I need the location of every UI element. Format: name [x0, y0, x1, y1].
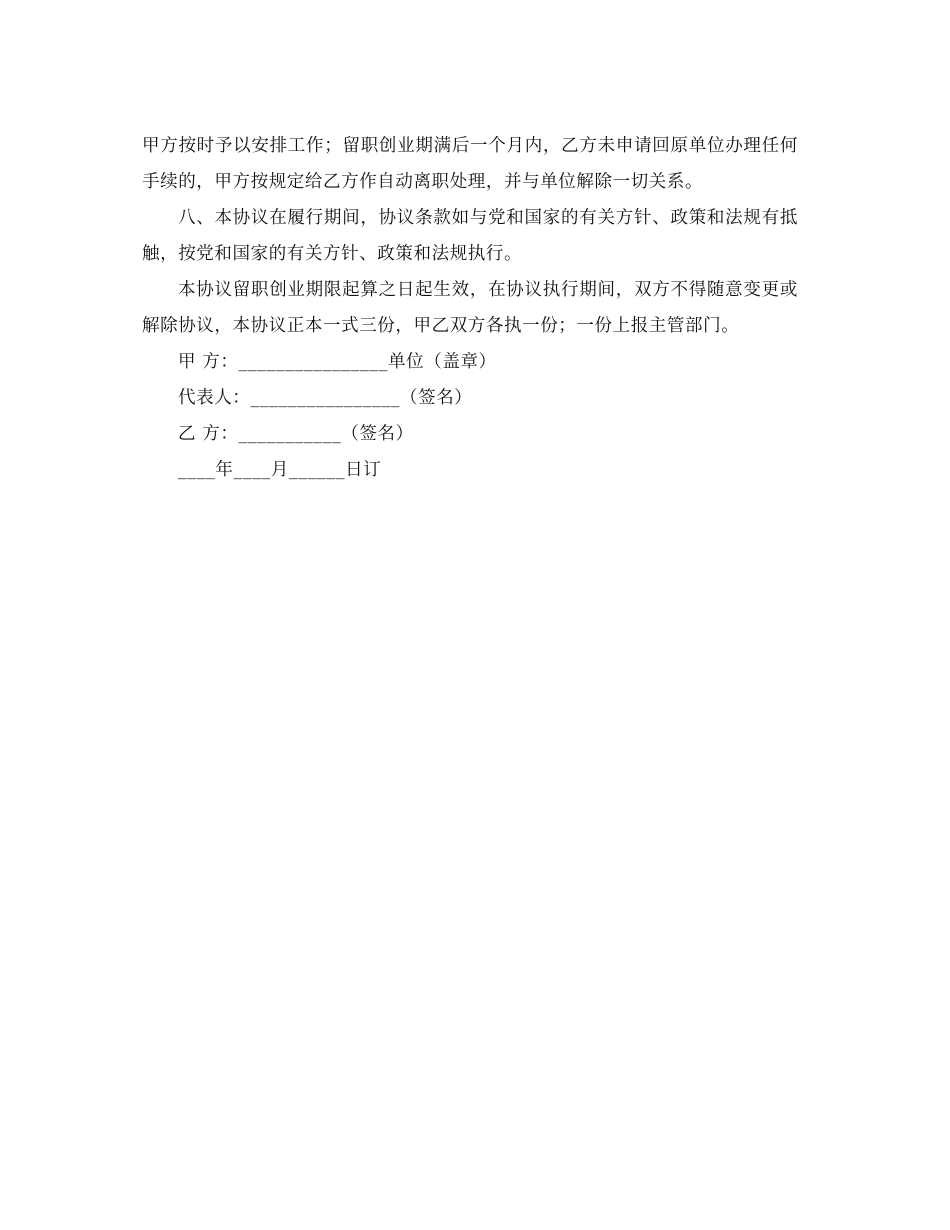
- signing-date-line: ____年____月______日订: [178, 460, 382, 480]
- paragraph-clause-eight: 八、本协议在履行期间，协议条款如与党和国家的有关方针、政策和法规有抵触，按党和国家的有关方针、政策和法规执行。: [142, 208, 798, 264]
- party-b-signature-line: 乙 方：___________（签名）: [178, 424, 414, 444]
- paragraph-effective-terms: 本协议留职创业期限起算之日起生效，在协议执行期间，双方不得随意变更或解除协议，本协议正本一式三份，甲乙双方各执一份；一份上报主管部门。: [142, 280, 798, 336]
- paragraph-continuation: 甲方按时予以安排工作；留职创业期满后一个月内，乙方未申请回原单位办理任何手续的，甲方按规定给乙方作自动离职处理，并与单位解除一切关系。: [142, 136, 798, 192]
- document-body: [142, 128, 798, 488]
- representative-signature-line: 代表人：________________（签名）: [178, 388, 473, 408]
- party-a-signature-line: 甲 方：________________单位（盖章）: [178, 352, 497, 372]
